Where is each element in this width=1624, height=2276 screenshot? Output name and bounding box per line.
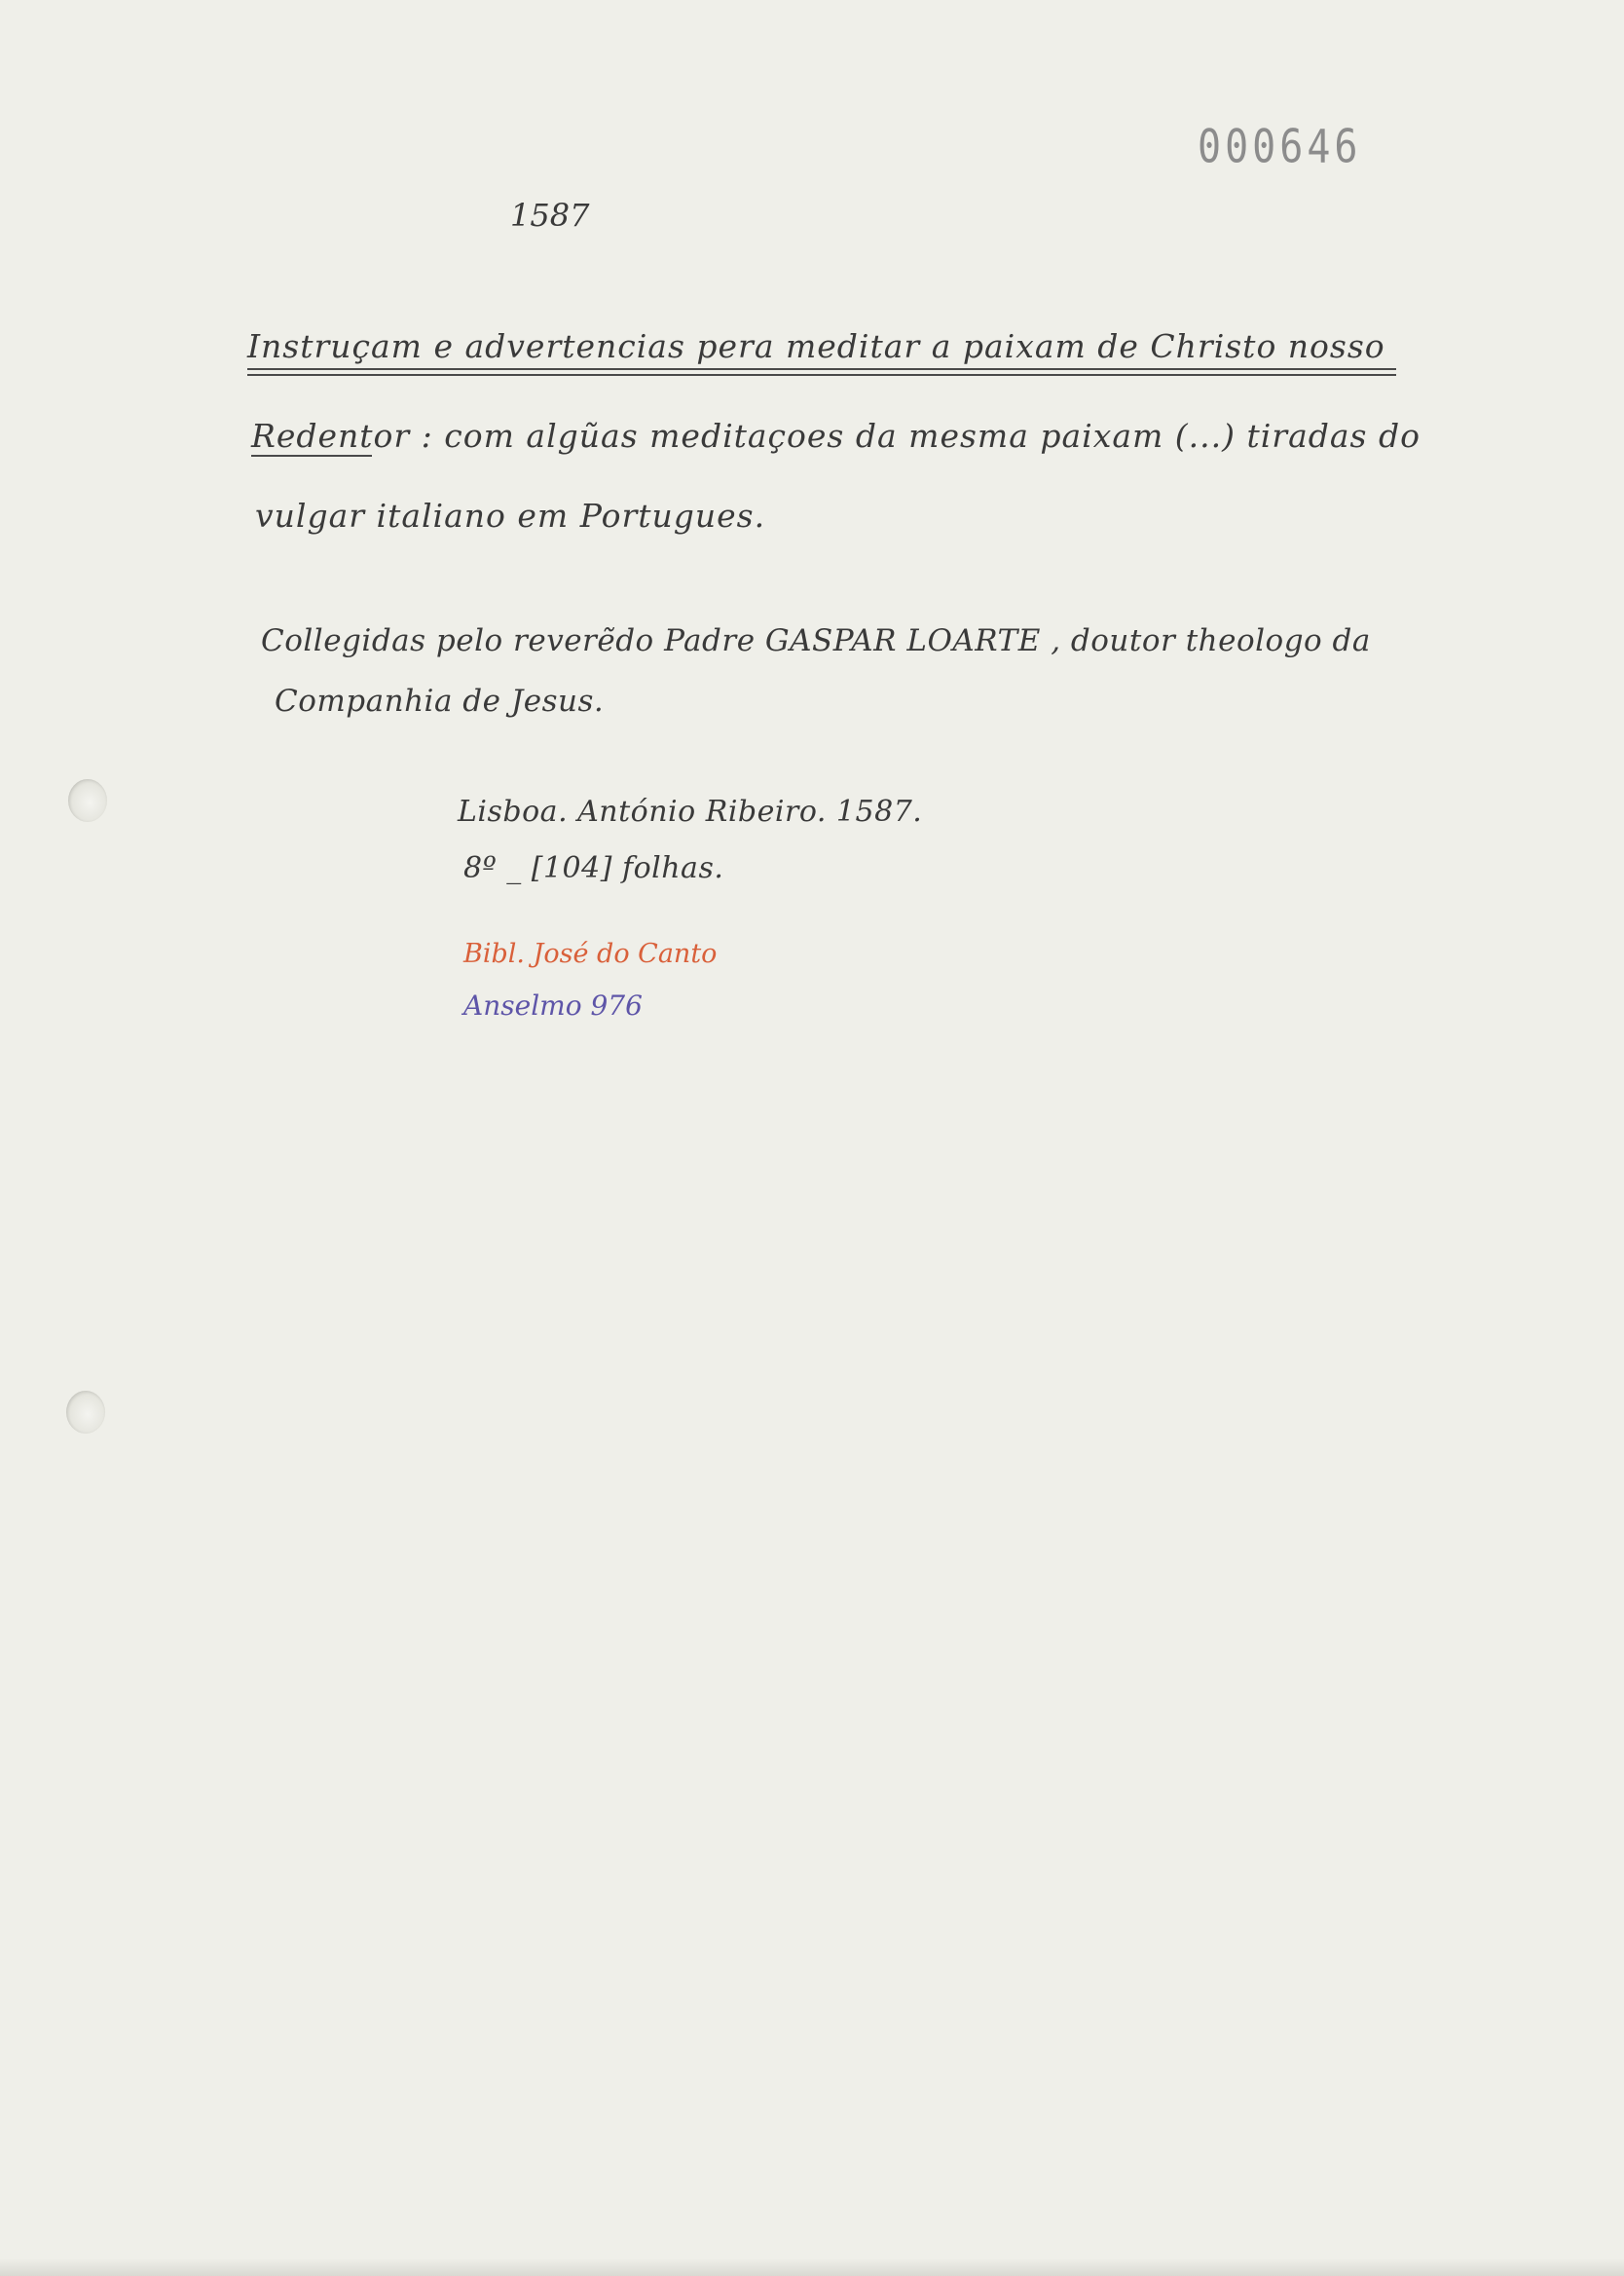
title-underline-top [247, 368, 1396, 370]
scan-bottom-edge [0, 2258, 1624, 2276]
title-underline-bottom [247, 374, 1396, 376]
title-line-1: Instruçam e advertencias pera meditar a paixam de Christo nosso [247, 327, 1385, 365]
punch-hole-lower [66, 1391, 105, 1434]
title-line-2: Redentor : com algũas meditaçoes da mesma paixam (...) tiradas do [251, 417, 1421, 455]
format-line: 8º _ [104] folhas. [463, 851, 724, 885]
punch-hole-upper [68, 779, 107, 822]
title-line-2-underline [251, 455, 372, 457]
anselmo-note: Anselmo 976 [463, 989, 643, 1022]
collected-line-1: Collegidas pelo reverẽdo Padre GASPAR LOARTE , doutor theologo da [261, 623, 1371, 658]
collected-line-2: Companhia de Jesus. [275, 684, 605, 719]
library-note: Bibl. José do Canto [463, 939, 718, 969]
stamp-number: 000646 [1198, 121, 1362, 174]
title-line-3: vulgar italiano em Portugues. [255, 497, 766, 535]
imprint-line: Lisboa. António Ribeiro. 1587. [458, 795, 923, 829]
year-heading: 1587 [510, 197, 590, 234]
